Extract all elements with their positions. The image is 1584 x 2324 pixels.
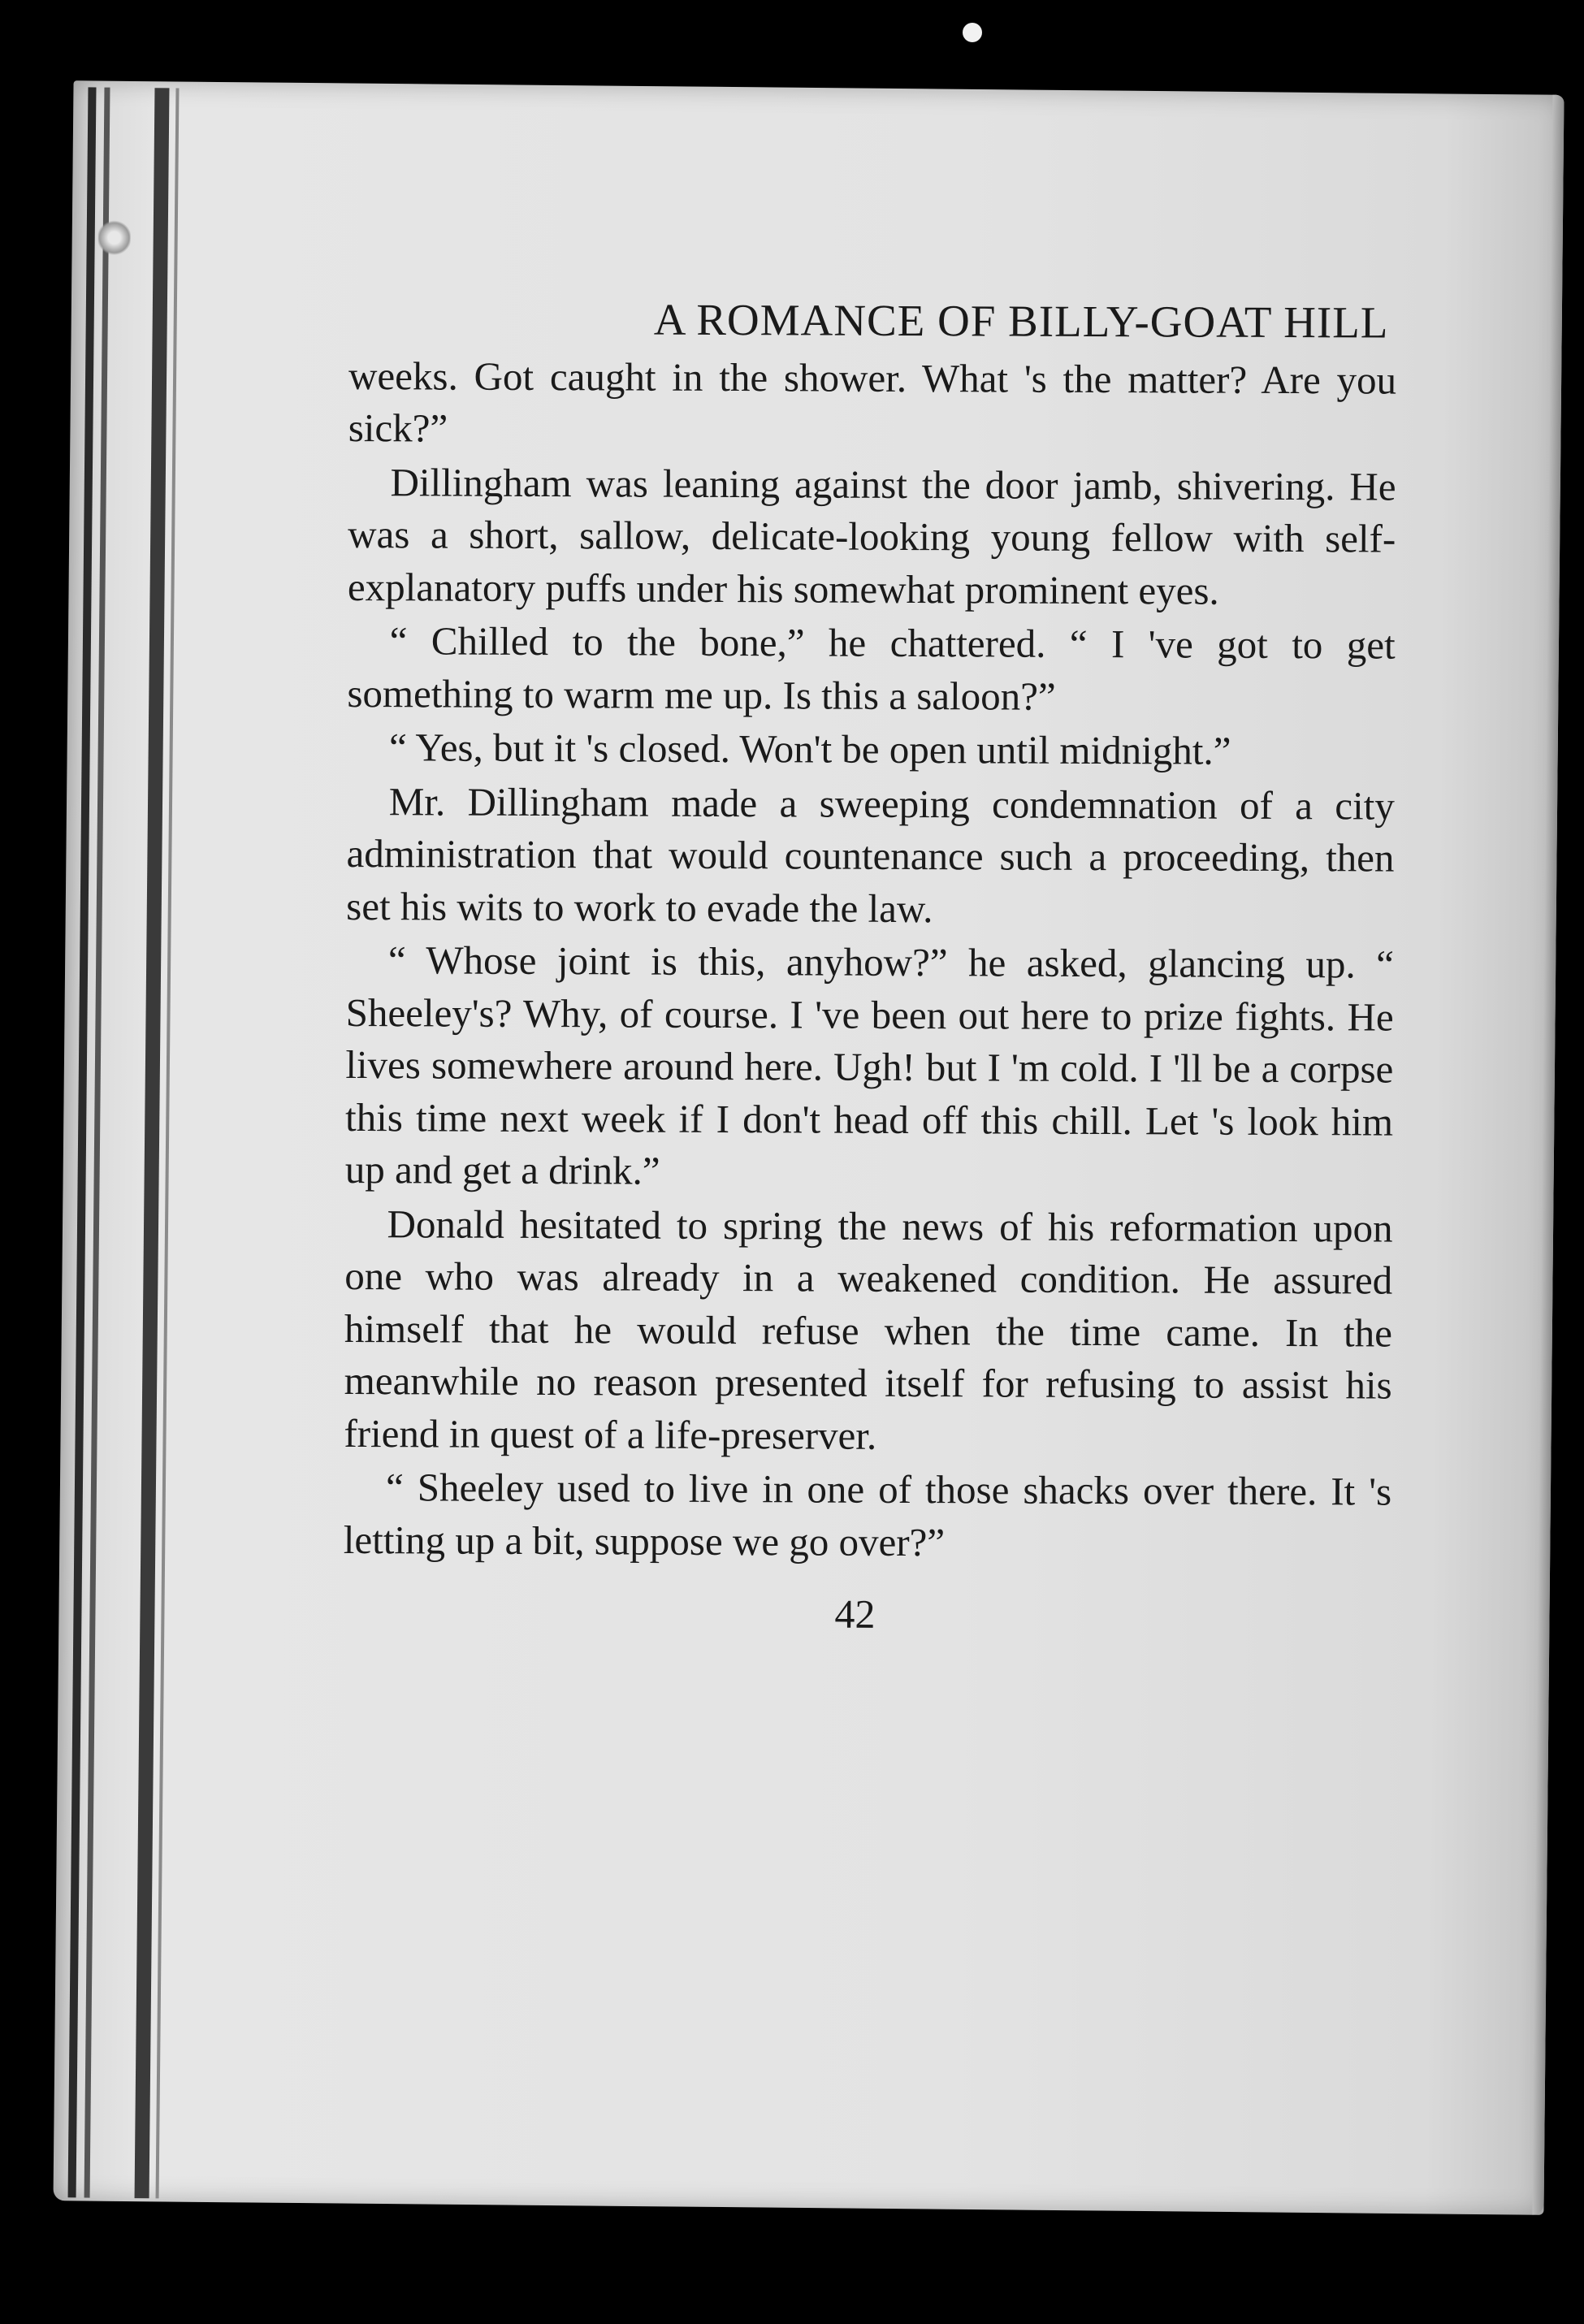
page-number: 42 <box>834 1590 876 1637</box>
paragraph: “ Chilled to the bone,” he chattered. “ I 've got to get something to warm me up. Is this a saloon?” <box>347 618 1396 719</box>
paragraph: Dillingham was leaning against the door jamb, shivering. He was a short, sallow, delicate-looking young fellow with self-explanatory puffs under his somewhat prominent eyes. <box>347 459 1396 613</box>
paragraph: weeks. Got caught in the shower. What 's the matter? Are you sick?” <box>348 353 1397 451</box>
paragraph: “ Sheeley used to live in one of those shacks over there. It 's letting up a bit, suppose we go over?” <box>343 1465 1392 1564</box>
running-head: A ROMANCE OF BILLY-GOAT HILL <box>653 294 1389 348</box>
page-text <box>343 207 1397 1642</box>
paper-speck <box>97 219 130 257</box>
scan-dot <box>963 23 982 42</box>
paragraph: Donald hesitated to spring the news of his reformation upon one who was already in a weakened condition. He assured himself that he would refuse when the time came. In the meanwhile no reason presented itself for refusing to assist his friend in quest of a life-preserver. <box>344 1201 1393 1458</box>
paragraph: “ Whose joint is this, anyhow?” he asked, glancing up. “ Sheeley's? Why, of course. I 've been out here to prize fights. He lives somewhere around here. Ugh! but I 'm cold. I 'll be a corpse this time next week if I don't head off this chill. Let 's look him up and get a drink.” <box>344 937 1395 1193</box>
paragraph: “ Yes, but it 's closed. Won't be open until midnight.” <box>388 725 1231 773</box>
paragraph: Mr. Dillingham made a sweeping condemnation of a city administration that would countenance such a proceeding, then set his wits to work to evade the law. <box>346 778 1395 931</box>
binding-line <box>135 88 170 2198</box>
page-edge <box>1532 95 1564 2215</box>
